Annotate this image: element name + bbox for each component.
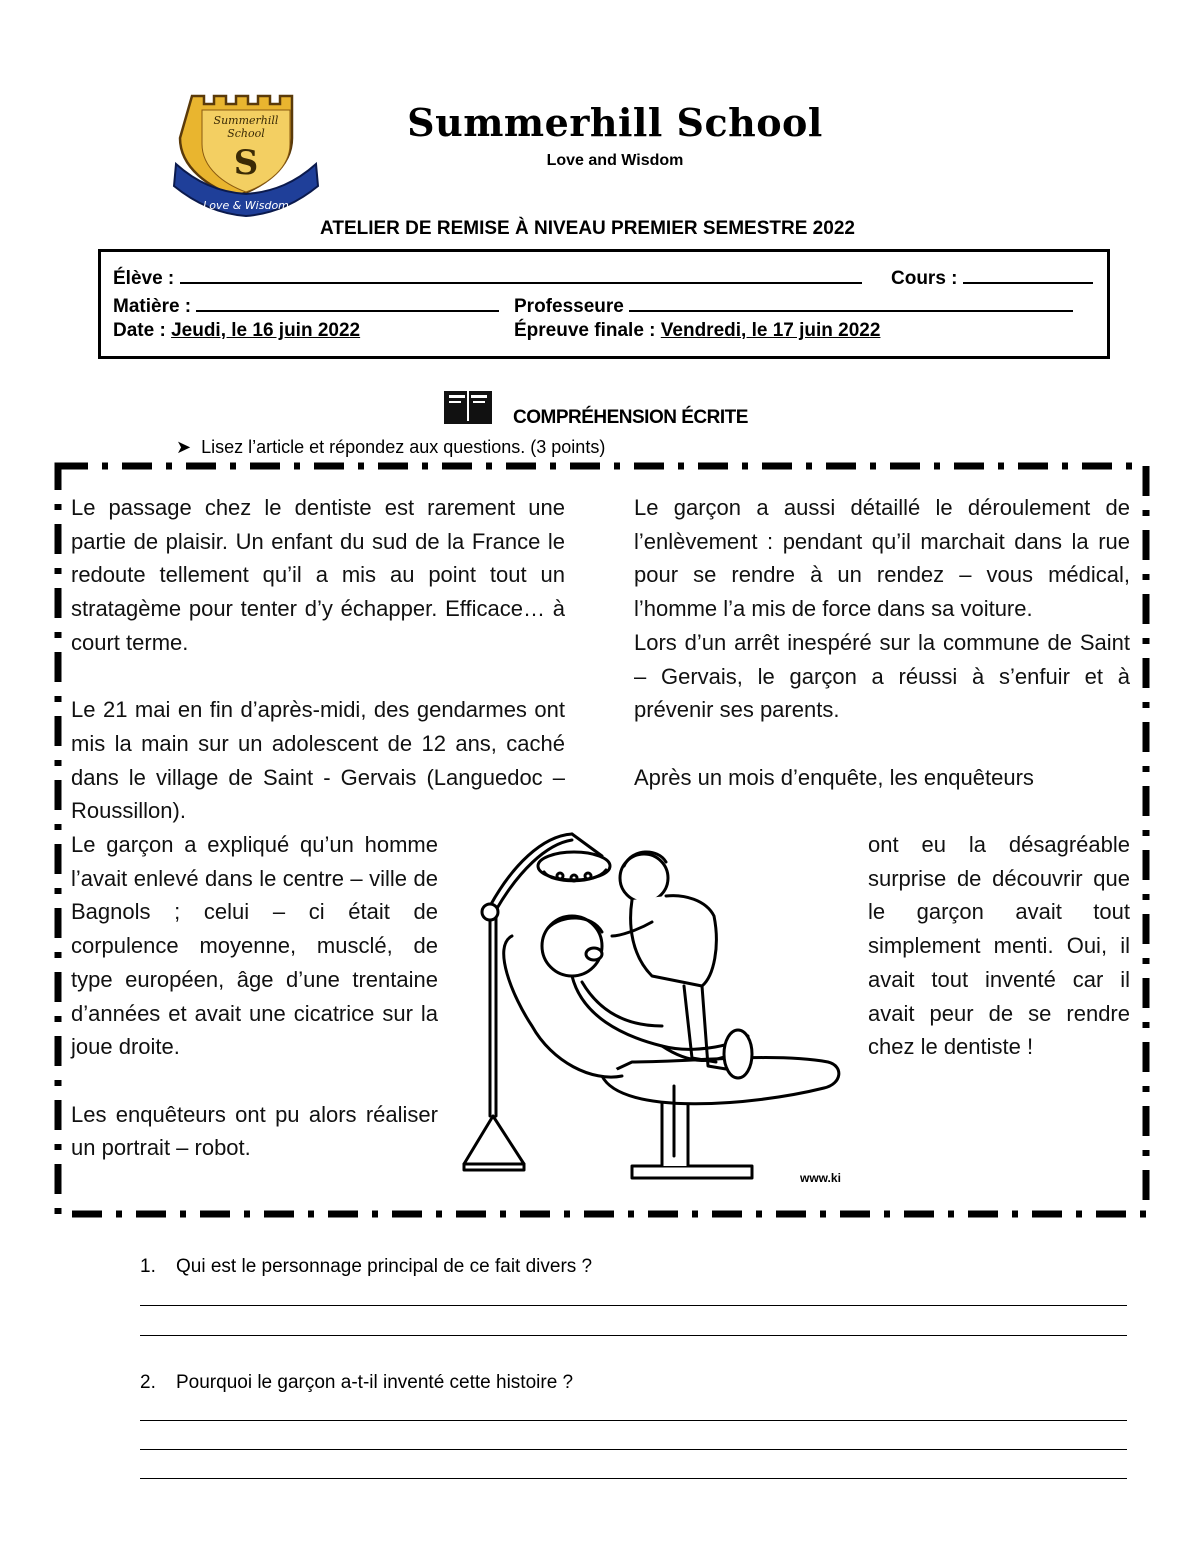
dentist-illustration: [452, 826, 864, 1188]
article-left-column-narrow: [71, 828, 438, 1165]
course-field[interactable]: [963, 264, 1093, 284]
svg-text:S: S: [233, 143, 259, 183]
answer-line[interactable]: [140, 1420, 1127, 1421]
section-title: COMPRÉHENSION ÉCRITE: [513, 407, 748, 428]
course-row: [891, 264, 1093, 290]
answer-line[interactable]: [140, 1478, 1127, 1479]
question-text: Qui est le personnage principal de ce fait divers ?: [176, 1256, 593, 1277]
article-paragraph: Le passage chez le dentiste est rarement une partie de plaisir. Un enfant du sud de la France le redoute tellement qu’il a mis au point tout un stratagème pour tenter d’y échapper. Efficace… à court terme.: [71, 495, 565, 655]
article-right-column-narrow: [868, 828, 1130, 1064]
arrow-bullet-icon: ➤: [176, 437, 202, 457]
subject-field[interactable]: [196, 292, 499, 312]
final-exam-value: Vendredi, le 17 juin 2022: [660, 320, 881, 341]
svg-text:Summerhill: Summerhill: [213, 114, 279, 127]
school-logo: [172, 88, 320, 220]
article-paragraph: Le garçon a expliqué qu’un homme l’avait enlevé dans le centre – ville de Bagnols ; celui – ci était de corpulence moyenne, musclé, de type européen, âge d’une trentaine d’années et avait une cicatrice sur la joue droite.: [71, 832, 438, 1060]
article-paragraph: Après un mois d’enquête, les enquêteurs: [634, 764, 1034, 790]
course-label: Cours :: [891, 268, 958, 289]
student-row: [113, 264, 862, 290]
date-label: Date :: [113, 320, 166, 341]
instruction-text: Lisez l’article et répondez aux questions. (3 points): [201, 437, 606, 457]
final-exam-row: [514, 320, 880, 342]
date-value: Jeudi, le 16 juin 2022: [171, 320, 361, 341]
teacher-field[interactable]: [629, 292, 1073, 312]
article-right-column: [634, 491, 1130, 794]
question-2: [140, 1372, 573, 1394]
article-paragraph: Lors d’un arrêt inespéré sur la commune de Saint – Gervais, le garçon a réussi à s’enfuir et à prévenir ses parents.: [634, 629, 1130, 723]
article-left-column: [71, 491, 565, 828]
school-motto: Love and Wisdom: [546, 152, 684, 169]
worksheet-title: ATELIER DE REMISE À NIVEAU PREMIER SEMESTRE 2022: [320, 218, 855, 239]
answer-line[interactable]: [140, 1305, 1127, 1306]
instruction: [176, 437, 605, 458]
article-paragraph: Les enquêteurs ont pu alors réaliser un portrait – robot.: [71, 1101, 438, 1161]
question-number: 1.: [140, 1256, 156, 1277]
article-paragraph: ont eu la désagréable surprise de découvrir que le garçon avait tout simplement menti. Oui, il avait tout inventé car il avait peur de se rendre chez le dentiste !: [868, 832, 1130, 1060]
student-name-field[interactable]: [180, 264, 862, 284]
student-label: Élève :: [113, 268, 175, 289]
answer-line[interactable]: [140, 1335, 1127, 1336]
teacher-row: [514, 292, 1073, 318]
article-paragraph: Le garçon a aussi détaillé le déroulement de l’enlèvement : pendant qu’il marchait dans la rue pour se rendre à un rendez – vous médical, l’homme l’a mis de force dans sa voiture.: [634, 495, 1130, 622]
answer-line[interactable]: [140, 1449, 1127, 1450]
image-credit: www.ki: [800, 1171, 841, 1185]
question-number: 2.: [140, 1372, 156, 1393]
article-paragraph: Le 21 mai en fin d’après-midi, des gendarmes ont mis la main sur un adolescent de 12 ans, caché dans le village de Saint - Gervais (Languedoc – Roussillon).: [71, 697, 565, 824]
teacher-label: Professeure: [514, 296, 624, 317]
svg-text:Love & Wisdom: Love & Wisdom: [203, 199, 289, 212]
question-1: [140, 1256, 592, 1278]
student-info-box: [98, 249, 1110, 359]
book-icon: [443, 389, 493, 425]
question-text: Pourquoi le garçon a-t-il inventé cette histoire ?: [176, 1372, 574, 1393]
subject-label: Matière :: [113, 296, 192, 317]
school-name: Summerhill School: [407, 100, 823, 145]
svg-text:School: School: [227, 127, 265, 140]
final-exam-label: Épreuve finale :: [514, 320, 656, 341]
date-row: [113, 320, 360, 342]
subject-row: [113, 292, 499, 318]
